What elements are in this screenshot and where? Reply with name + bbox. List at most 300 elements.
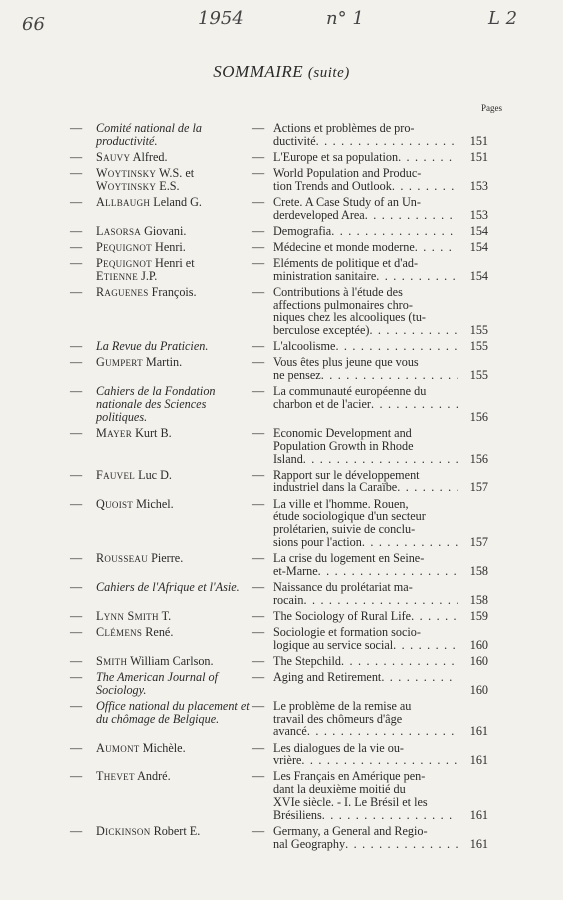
author-surname: Allbaugh: [96, 194, 151, 209]
title-line: avancé: [273, 724, 307, 739]
dash: —: [252, 339, 265, 354]
entry-title: [273, 610, 458, 623]
title-last-line: [273, 809, 458, 822]
page-number: 160: [469, 682, 488, 697]
entry-author-column: [70, 241, 252, 254]
title-line: affections pulmonaires chro-: [273, 297, 413, 312]
dash: —: [252, 384, 265, 399]
dot-leader: [398, 151, 458, 164]
dot-leader: [369, 324, 458, 337]
page-number: 153: [469, 207, 488, 222]
title-last-line: [273, 151, 458, 164]
entry-title-column: [252, 196, 458, 222]
entry-author-column: [70, 122, 252, 148]
title-line: travail des chômeurs d'âge: [273, 711, 403, 726]
title-last-line: [273, 398, 458, 411]
title-last-line: [273, 725, 458, 738]
entry-title: [273, 151, 458, 164]
dash: —: [70, 284, 83, 299]
author-surname: Mayer: [96, 426, 133, 440]
title-last-line: [273, 324, 458, 337]
entry-author-column: [70, 700, 252, 726]
title-line: charbon et de l'acier: [273, 397, 371, 412]
dash: —: [252, 165, 265, 180]
entry-author-column: [70, 655, 252, 668]
entry-title: [273, 286, 458, 337]
author-surname: Woytinsky: [96, 165, 157, 180]
dash: —: [252, 579, 265, 594]
dot-leader: [316, 135, 458, 148]
title-last-line: [273, 610, 458, 623]
title-last-line: [273, 594, 458, 607]
title-last-line: [273, 241, 458, 254]
title-line: L'alcoolisme: [273, 339, 336, 354]
toc-entry: [70, 655, 488, 668]
author-surname: Gumpert: [96, 355, 143, 370]
dot-leader: [371, 398, 458, 411]
dash: —: [252, 496, 265, 511]
author-surname: Lynn Smith: [96, 608, 159, 623]
entry-title: [273, 196, 458, 222]
entry-author-column: [70, 581, 252, 594]
title-last-line: [273, 135, 458, 148]
title-line: ne pensez: [273, 368, 321, 383]
title-suite: (suite): [307, 65, 350, 81]
dot-leader: [335, 340, 458, 353]
handwritten-year: 1954: [198, 8, 244, 29]
toc-entry: [70, 257, 488, 283]
entry-author: [96, 469, 252, 482]
handwritten-number-left: 66: [22, 14, 45, 35]
author-given-name: Henri.: [151, 239, 186, 254]
author-surname: Raguenes: [96, 284, 149, 299]
entry-title-column: [252, 552, 458, 578]
entry-author-column: [70, 469, 252, 482]
page-number: 159: [469, 608, 488, 623]
dash: —: [252, 698, 265, 713]
title-line: La ville et l'homme. Rouen,: [273, 496, 409, 511]
title-line: berculose exceptée): [273, 323, 370, 338]
entry-author-column: [70, 742, 252, 755]
entry-title: [273, 626, 458, 652]
title-line: ministration sanitaire: [273, 268, 377, 283]
author-given-name: Michèle.: [139, 740, 186, 755]
entry-author: [96, 552, 252, 565]
title-text: SOMMAIRE: [213, 62, 304, 81]
title-line: Brésiliens: [273, 807, 322, 822]
entry-title-column: [252, 385, 458, 411]
title-last-line: [273, 369, 458, 382]
dot-leader: [365, 209, 458, 222]
toc-entry: [70, 825, 488, 851]
entry-title-column: [252, 825, 458, 851]
author-given-name: Henri et: [151, 255, 195, 270]
entry-author: [96, 742, 252, 755]
entry-title-column: [252, 122, 458, 148]
title-line: et-Marne: [273, 563, 318, 578]
title-line: industriel dans la Caraïbe: [273, 480, 398, 495]
entry-title: [273, 122, 458, 148]
dot-leader: [322, 809, 458, 822]
dash: —: [252, 467, 265, 482]
author-name: Office national du placement et du chômage de Belgique.: [96, 698, 250, 726]
dot-leader: [397, 481, 458, 494]
entry-author: [96, 671, 252, 697]
entry-title-column: [252, 286, 458, 337]
entry-title-column: [252, 610, 458, 623]
entry-author: [96, 427, 252, 440]
title-line: Demografia: [273, 223, 332, 238]
title-last-line: [273, 565, 458, 578]
entry-author-column: [70, 552, 252, 565]
dash: —: [70, 624, 83, 639]
title-line: World Population and Produc-: [273, 165, 422, 180]
entry-author-column: [70, 825, 252, 838]
toc-entry: [70, 356, 488, 382]
entry-author: [96, 385, 252, 423]
entry-title: [273, 552, 458, 578]
dash: —: [252, 653, 265, 668]
entry-author-column: [70, 225, 252, 238]
dot-leader: [321, 369, 458, 382]
entry-title-column: [252, 225, 458, 238]
page-number: 151: [469, 149, 488, 164]
title-last-line: [273, 481, 458, 494]
entry-author: [96, 581, 252, 594]
dash: —: [252, 669, 265, 684]
entry-title-column: [252, 469, 458, 495]
title-line: niques chez les alcooliques (tu-: [273, 310, 426, 325]
dash: —: [70, 823, 83, 838]
entry-author: [96, 167, 252, 193]
dash: —: [252, 194, 265, 209]
dash: —: [70, 426, 83, 440]
author-name: Comité national de la productivité.: [96, 121, 202, 148]
author-given-name: André.: [134, 769, 171, 784]
entry-author-column: [70, 626, 252, 639]
entry-title-column: [252, 498, 458, 549]
entry-author-column: [70, 671, 252, 697]
title-last-line: [273, 270, 458, 283]
title-line: Les dialogues de la vie ou-: [273, 740, 404, 755]
title-line: rocain: [273, 592, 304, 607]
author-given-name: Michel.: [133, 496, 174, 511]
toc-entry: [70, 286, 488, 337]
entry-title: [273, 825, 458, 851]
entry-title-column: [252, 151, 458, 164]
title-line: derdeveloped Area: [273, 207, 365, 222]
title-line: L'Europe et sa population: [273, 149, 399, 164]
title-last-line: [273, 655, 458, 668]
dash: —: [70, 698, 83, 713]
title-line: sions pour l'action: [273, 534, 362, 549]
dash: —: [70, 608, 83, 623]
title-last-line: [273, 671, 458, 684]
title-last-line: [273, 340, 458, 353]
dash: —: [70, 165, 83, 180]
entry-title-column: [252, 340, 458, 353]
dot-leader: [393, 639, 458, 652]
toc-entry: [70, 151, 488, 164]
page-number: 153: [469, 178, 488, 193]
dash: —: [70, 239, 83, 254]
entry-author-column: [70, 498, 252, 511]
title-line: Vous êtes plus jeune que vous: [273, 355, 419, 370]
entry-title-column: [252, 700, 458, 738]
entry-title: [273, 581, 458, 607]
entry-author: [96, 770, 252, 783]
entry-author-column: [70, 610, 252, 623]
entry-author: [96, 286, 252, 299]
toc-entry: [70, 700, 488, 738]
entry-author: [96, 340, 252, 353]
entry-title: [273, 241, 458, 254]
toc-entry: [70, 770, 488, 821]
title-last-line: [273, 536, 458, 549]
author-given-name: Alfred.: [130, 149, 168, 164]
dot-leader: [381, 671, 458, 684]
title-line: Economic Development and: [273, 426, 412, 440]
toc-entry: [70, 196, 488, 222]
dash: —: [252, 624, 265, 639]
dash: —: [252, 223, 265, 238]
page-number: 154: [469, 223, 488, 238]
page-number: 158: [469, 563, 488, 578]
handwritten-code-right: L 2: [488, 8, 518, 29]
entry-title-column: [252, 671, 458, 684]
title-line: La crise du logement en Seine-: [273, 551, 425, 566]
title-line: Actions et problèmes de pro-: [273, 121, 415, 135]
author-surname: Woytinsky: [96, 178, 157, 193]
dash: —: [70, 740, 83, 755]
dash: —: [70, 579, 83, 594]
title-line: ductivité: [273, 133, 316, 148]
author-name: Cahiers de l'Afrique et l'Asie.: [96, 579, 240, 594]
entry-title: [273, 356, 458, 382]
page-title: [0, 62, 563, 82]
author-surname: Sauvy: [96, 149, 131, 164]
dash: —: [70, 149, 83, 164]
author-surname: Quoist: [96, 496, 134, 511]
entry-title-column: [252, 427, 458, 465]
toc-entry: [70, 241, 488, 254]
entry-author: [96, 151, 252, 164]
entry-author: [96, 498, 252, 511]
toc-entry: [70, 581, 488, 607]
dot-leader: [318, 565, 458, 578]
author-surname: Fauvel: [96, 467, 136, 482]
dash: —: [70, 223, 83, 238]
toc-entry: [70, 498, 488, 549]
author-given-name: William Carlson.: [127, 653, 214, 668]
dot-leader: [376, 270, 458, 283]
author-surname: Dickinson: [96, 823, 151, 838]
dot-leader: [307, 725, 458, 738]
page-number: 158: [469, 592, 488, 607]
author-given-name: W.S. et: [156, 165, 195, 180]
dash: —: [252, 608, 265, 623]
author-given-name: Robert E.: [150, 823, 201, 838]
dot-leader: [341, 655, 458, 668]
author-surname: Rousseau: [96, 551, 149, 566]
title-line: The Stepchild: [273, 653, 342, 668]
author-surname: Pequignot: [96, 239, 152, 254]
toc-entry: [70, 167, 488, 193]
dash: —: [70, 121, 83, 135]
entry-author-column: [70, 340, 252, 353]
title-line: tion Trends and Outlook: [273, 178, 392, 193]
dot-leader: [345, 838, 458, 851]
entry-author-column: [70, 196, 252, 209]
title-line: Germany, a General and Regio-: [273, 823, 428, 838]
title-last-line: [273, 838, 458, 851]
toc-entry: [70, 385, 488, 423]
page-number: 160: [469, 637, 488, 652]
title-last-line: [273, 453, 458, 466]
entry-title-column: [252, 581, 458, 607]
author-surname: Clémens: [96, 624, 143, 639]
entry-title: [273, 700, 458, 738]
table-of-contents: [70, 122, 488, 854]
entry-title-column: [252, 257, 458, 283]
author-given-name: T.: [158, 608, 172, 623]
dot-leader: [415, 241, 458, 254]
entry-author: [96, 610, 252, 623]
entry-author: [96, 626, 252, 639]
dash: —: [252, 740, 265, 755]
toc-entry: [70, 225, 488, 238]
entry-title: [273, 655, 458, 668]
entry-title: [273, 340, 458, 353]
title-line: Contributions à l'étude des: [273, 284, 403, 299]
title-line: prolétarien, suivie de conclu-: [273, 522, 416, 537]
dot-leader: [331, 225, 458, 238]
entry-title: [273, 498, 458, 549]
title-line: nal Geography: [273, 836, 346, 851]
author-surname: Aumont: [96, 740, 140, 755]
entry-author: [96, 225, 252, 238]
dash: —: [70, 769, 83, 784]
entry-title: [273, 167, 458, 193]
dash: —: [70, 467, 83, 482]
page-number: 156: [469, 451, 488, 466]
entry-title: [273, 385, 458, 411]
page-number: 155: [469, 368, 488, 383]
author-given-name: Martin.: [142, 355, 183, 370]
page-number: 155: [469, 339, 488, 354]
entry-author-column: [70, 167, 252, 193]
title-line: Rapport sur le développement: [273, 467, 420, 482]
page-number: 160: [469, 653, 488, 668]
toc-entry: [70, 469, 488, 495]
entry-title: [273, 225, 458, 238]
entry-title: [273, 742, 458, 768]
author-surname: Etienne: [96, 268, 139, 283]
title-line: La communauté européenne du: [273, 384, 427, 399]
entry-title-column: [252, 770, 458, 821]
title-line: logique au service social: [273, 637, 394, 652]
author-surname: Smith: [96, 653, 128, 668]
dash: —: [70, 384, 83, 399]
author-given-name: Pierre.: [148, 551, 184, 566]
dot-leader: [301, 754, 458, 767]
toc-entry: [70, 626, 488, 652]
page-number: 161: [469, 807, 488, 822]
dot-leader: [303, 453, 458, 466]
dot-leader: [362, 536, 458, 549]
page-number: 155: [469, 323, 488, 338]
author-surname: Thevet: [96, 769, 135, 784]
title-line: Médecine et monde moderne: [273, 239, 415, 254]
dash: —: [252, 426, 265, 440]
author-given-name: Luc D.: [135, 467, 172, 482]
handwritten-issue: n° 1: [326, 8, 364, 29]
author-surname: Pequignot: [96, 255, 152, 270]
toc-entry: [70, 552, 488, 578]
author-surname: Lasorsa: [96, 223, 142, 238]
title-line: Crete. A Case Study of an Un-: [273, 194, 421, 209]
toc-entry: [70, 122, 488, 148]
entry-author: [96, 825, 252, 838]
dash: —: [252, 121, 265, 135]
dash: —: [70, 496, 83, 511]
title-line: XVIe siècle. - I. Le Brésil et les: [273, 794, 428, 809]
title-line: vrière: [273, 753, 302, 768]
entry-author-column: [70, 770, 252, 783]
dot-leader: [303, 594, 458, 607]
dot-leader: [392, 180, 458, 193]
entry-title-column: [252, 742, 458, 768]
entry-title-column: [252, 356, 458, 382]
page-number: 156: [469, 409, 488, 424]
title-line: Naissance du prolétariat ma-: [273, 579, 413, 594]
entry-author: [96, 257, 252, 283]
toc-entry: [70, 742, 488, 768]
dot-leader: [411, 610, 458, 623]
author-name: The American Journal of Sociology.: [96, 669, 218, 697]
dash: —: [252, 284, 265, 299]
author-given-name: Giovani.: [141, 223, 187, 238]
author-name: La Revue du Praticien.: [96, 339, 209, 354]
page-number: 161: [469, 836, 488, 851]
title-line: Les Français en Amérique pen-: [273, 769, 426, 784]
title-line: The Sociology of Rural Life: [273, 608, 412, 623]
author-given-name: E.S.: [156, 178, 180, 193]
dash: —: [70, 339, 83, 354]
entry-title: [273, 770, 458, 821]
author-given-name: Leland G.: [150, 194, 202, 209]
author-given-name: Kurt B.: [132, 426, 172, 440]
title-last-line: [273, 180, 458, 193]
entry-author: [96, 196, 252, 209]
entry-title: [273, 427, 458, 465]
title-line: dant la deuxième moitié du: [273, 782, 406, 797]
page-number: 157: [469, 480, 488, 495]
dash: —: [252, 551, 265, 566]
title-last-line: [273, 754, 458, 767]
title-last-line: [273, 225, 458, 238]
entry-author: [96, 655, 252, 668]
entry-title-column: [252, 626, 458, 652]
toc-entry: [70, 671, 488, 697]
entry-author-column: [70, 286, 252, 299]
dash: —: [70, 653, 83, 668]
author-given-name: François.: [148, 284, 197, 299]
toc-entry: [70, 610, 488, 623]
title-line: Eléments de politique et d'ad-: [273, 255, 419, 270]
title-line: Population Growth in Rhode: [273, 438, 414, 453]
author-given-name: René.: [142, 624, 174, 639]
